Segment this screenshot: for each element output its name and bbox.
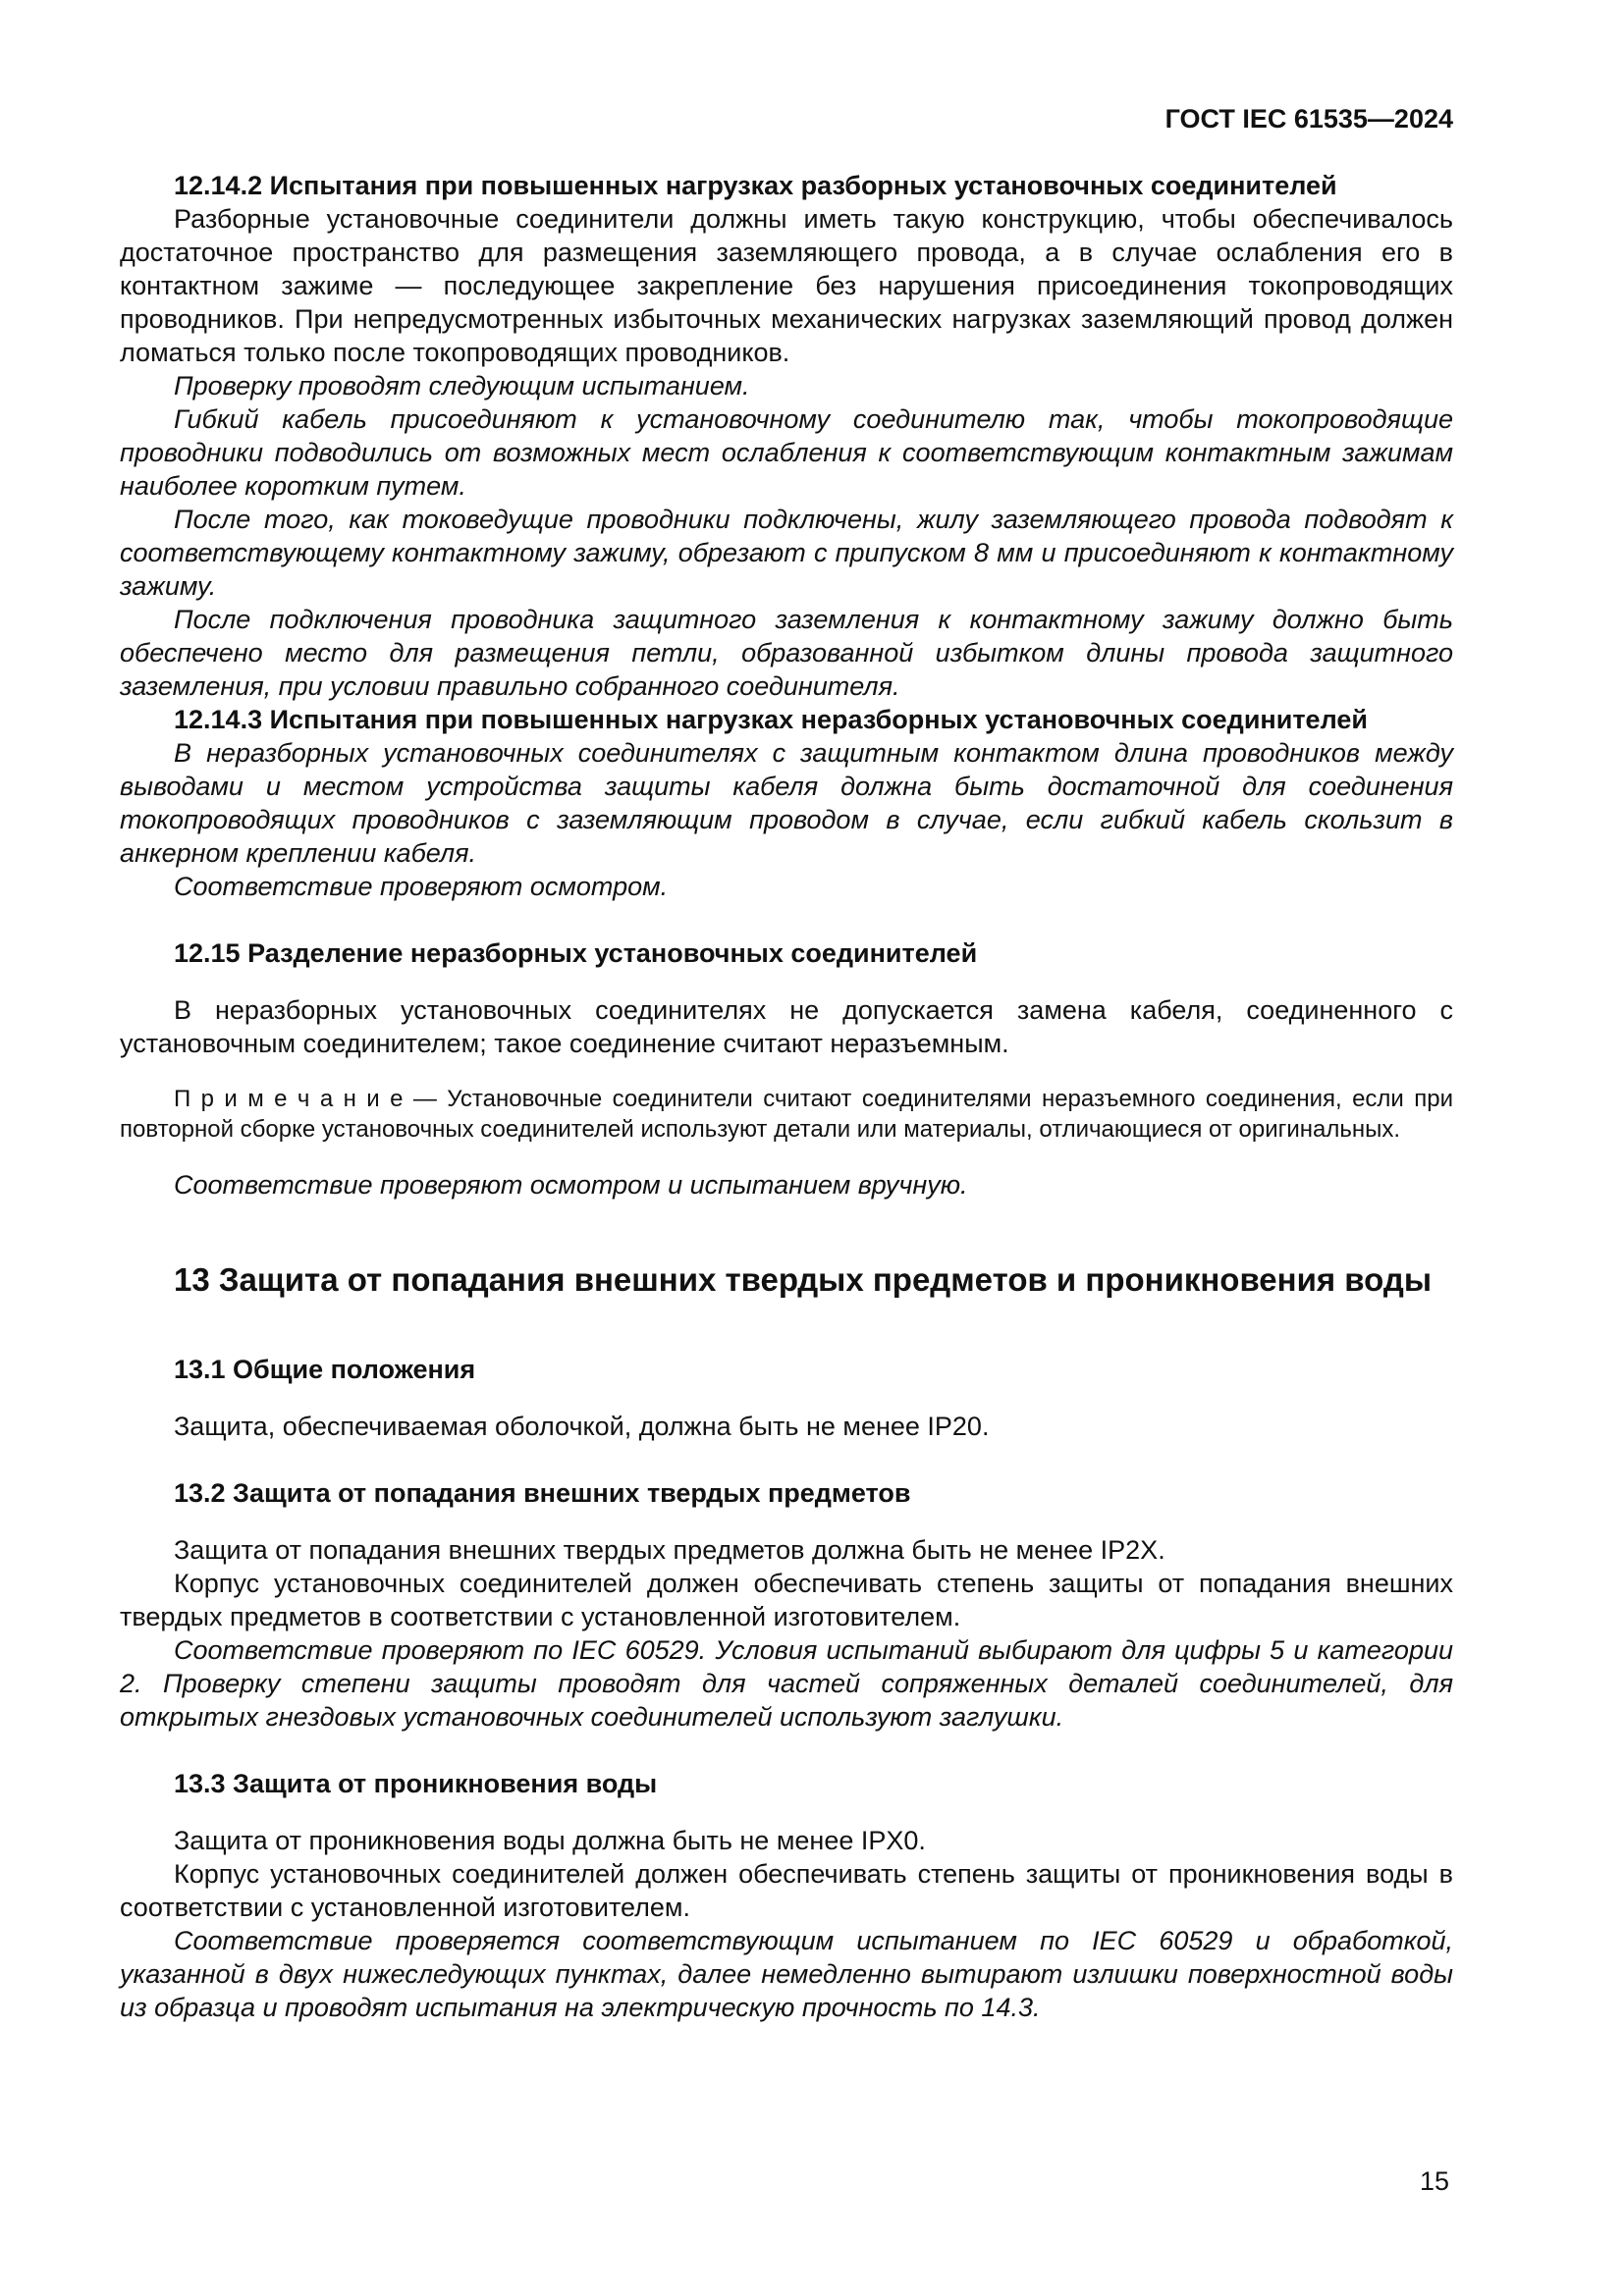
paragraph-italic: После того, как токоведущие проводники подключены, жилу заземляющего провода подводят к соответствующему контактному зажиму, обрезают с припуском 8 мм и присоединяют к контактному зажиму. — [120, 505, 1453, 601]
paragraph-italic: Соответствие проверяется соответствующим испытанием по IEC 60529 и обработкой, указанной в двух нижеследующих пунктах, далее немедленно вытирают излишки поверхностной воды из образца и проводят испытания на электрическую прочность по 14.3. — [120, 1926, 1453, 2022]
paragraph-italic: В неразборных установочных соединителях с защитным контактом длина проводников между выводами и местом устройства защиты кабеля должна быть достаточной для соединения токопроводящих проводников с заземляющим проводом в случае, если гибкий кабель скользит в анкерном креплении кабеля. — [120, 738, 1453, 868]
page-number: 15 — [1419, 2166, 1449, 2196]
clause-heading-12-14-2: 12.14.2 Испытания при повышенных нагрузках разборных установочных соединителей — [174, 171, 1337, 200]
paragraph-italic: После подключения проводника защитного заземления к контактному зажиму должно быть обеспечено место для размещения петли, образованной избытком длины провода защитного заземления, при условии правильно собранного соединителя. — [120, 605, 1453, 701]
paragraph-body: Корпус установочных соединителей должен обеспечивать степень защиты от проникновения воды в соответствии с установленной изготовителем. — [120, 1859, 1453, 1922]
clause-heading-13-1: 13.1 Общие положения — [174, 1355, 476, 1384]
clause-heading-12-14-3: 12.14.3 Испытания при повышенных нагрузках неразборных установочных соединителей — [174, 705, 1368, 734]
paragraph-body: Защита от попадания внешних твердых предметов должна быть не менее IP2X. — [174, 1535, 1165, 1565]
paragraph-italic: Соответствие проверяют осмотром. — [174, 872, 669, 901]
paragraph-italic: Соответствие проверяют по IEC 60529. Условия испытаний выбирают для цифры 5 и категории 2. Проверку степени защиты проводят для частей сопряженных деталей соединителей, для открытых гнездовых установочных соединителей используют заглушки. — [120, 1635, 1453, 1732]
clause-heading-12-15: 12.15 Разделение неразборных установочных соединителей — [174, 938, 978, 968]
paragraph-italic: Соответствие проверяют осмотром и испытанием вручную. — [174, 1170, 968, 1200]
paragraph-italic: Проверку проводят следующим испытанием. — [174, 371, 750, 400]
note-paragraph: П р и м е ч а н и е — Установочные соединители считают соединителями неразъемного соединения, если при повторной сборке установочных соединителей используют детали или материалы, отличающиеся от оригинальных. — [120, 1086, 1453, 1143]
paragraph-body: В неразборных установочных соединителях не допускается замена кабеля, соединенного с установочным соединителем; такое соединение считают неразъемным. — [120, 995, 1453, 1058]
paragraph-body: Разборные установочные соединители должны иметь такую конструкцию, чтобы обеспечивалось достаточное пространство для размещения заземляющего провода, а в случае ослабления его в контактном зажиме — последующее закрепление без нарушения присоединения токопроводящих проводников. При непредусмотренных избыточных механических нагрузках заземляющий провод должен ломаться только после токопроводящих проводников. — [120, 204, 1453, 367]
document-content — [120, 169, 1453, 2024]
clause-heading-13-3: 13.3 Защита от проникновения воды — [174, 1769, 658, 1798]
clause-heading-13-2: 13.2 Защита от попадания внешних твердых предметов — [174, 1478, 911, 1508]
section-heading-13: 13 Защита от попадания внешних твердых предметов и проникновения воды — [174, 1261, 1433, 1298]
paragraph-italic: Гибкий кабель присоединяют к установочному соединителю так, чтобы токопроводящие проводники подводились от возможных мест ослабления к соответствующим контактным зажимам наиболее коротким путем. — [120, 404, 1453, 501]
document-header-designation: ГОСТ IEC 61535—2024 — [1164, 104, 1453, 133]
paragraph-body: Защита, обеспечиваемая оболочкой, должна быть не менее IP20. — [174, 1412, 990, 1441]
paragraph-body: Защита от проникновения воды должна быть не менее IPX0. — [174, 1826, 926, 1855]
paragraph-body: Корпус установочных соединителей должен обеспечивать степень защиты от попадания внешних твердых предметов в соответствии с установленной изготовителем. — [120, 1569, 1453, 1631]
